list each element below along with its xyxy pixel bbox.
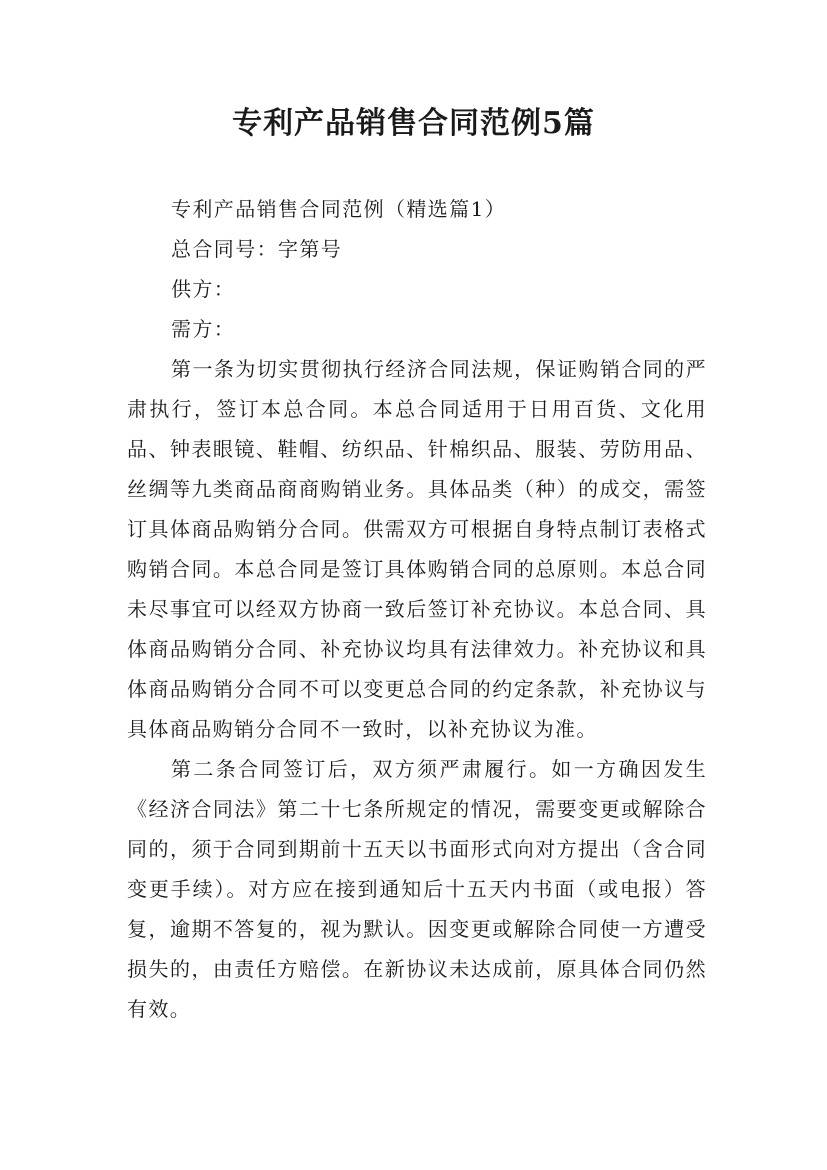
supplier-label: 供方： xyxy=(171,277,236,301)
contract-number: 总合同号：字第号 xyxy=(171,237,343,261)
document-body xyxy=(127,189,707,1029)
buyer-label: 需方： xyxy=(171,317,236,341)
article-1-paragraph: 第一条为切实贯彻执行经济合同法规，保证购销合同的严肃执行，签订本总合同。本总合同适用于日用百货、文化用品、钟表眼镜、鞋帽、纺织品、针棉织品、服装、劳防用品、丝绸等九类商品商商购销业务。具体品类（种）的成交，需签订具体商品购销分合同。供需双方可根据自身特点制订表格式购销合同。本总合同是签订具体购销合同的总原则。本总合同未尽事宜可以经双方协商一致后签订补充协议。本总合同、具体商品购销分合同、补充协议均具有法律效力。补充协议和具体商品购销分合同不可以变更总合同的约定条款，补充协议与具体商品购销分合同不一致时，以补充协议为准。 xyxy=(127,357,707,741)
article-2-paragraph: 第二条合同签订后，双方须严肃履行。如一方确因发生《经济合同法》第二十七条所规定的情况，需要变更或解除合同的，须于合同到期前十五天以书面形式向对方提出（含合同变更手续）。对方应在接到通知后十五天内书面（或电报）答复，逾期不答复的，视为默认。因变更或解除合同使一方遭受损失的，由责任方赔偿。在新协议未达成前，原具体合同仍然有效。 xyxy=(127,757,707,1021)
section-heading: 专利产品销售合同范例（精选篇1） xyxy=(171,197,507,221)
document-title: 专利产品销售合同范例5篇 xyxy=(232,106,595,141)
